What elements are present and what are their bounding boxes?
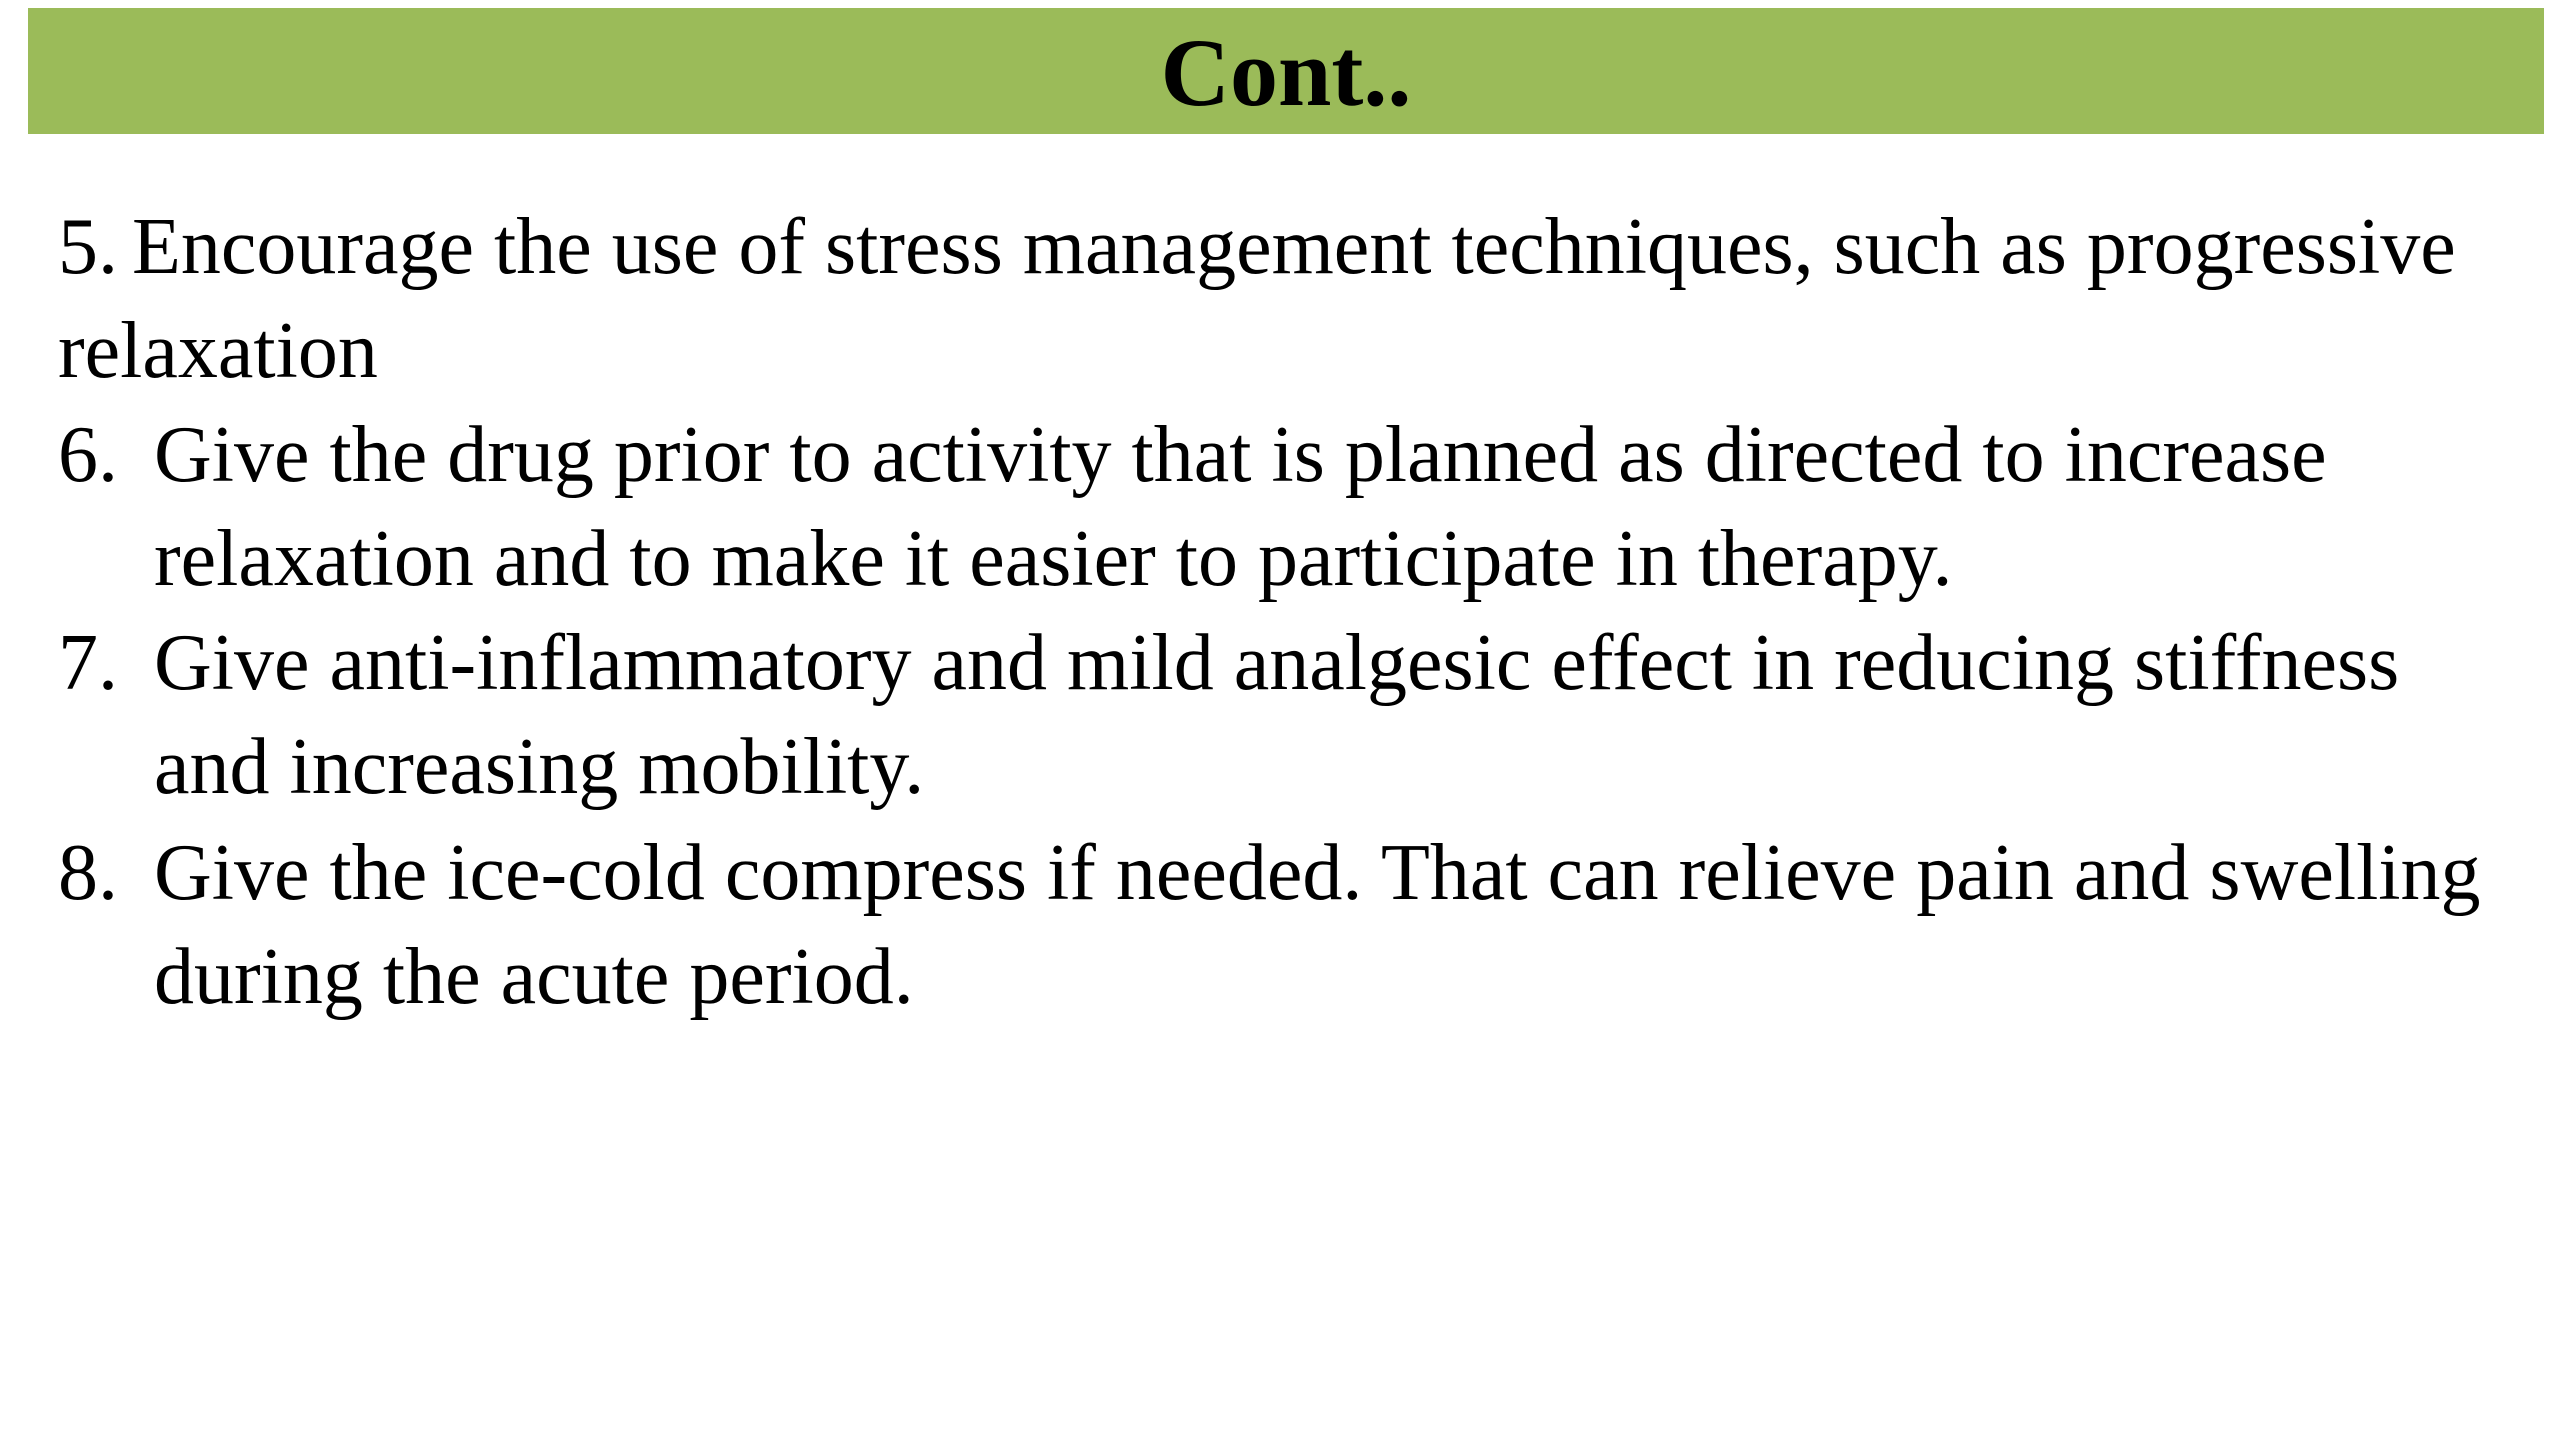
slide-title: Cont..	[1160, 19, 1412, 126]
list-item-8	[58, 821, 2498, 1029]
list-item-number: 6.	[58, 411, 118, 499]
list-item-6	[58, 403, 2498, 611]
slide-content	[58, 195, 2498, 1029]
list-item-text: Give anti-inflammatory and mild analgesic effect in reducing stiffness and increasing mobility.	[154, 619, 2400, 811]
list-item-number: 5.	[58, 203, 118, 291]
list-item-5	[58, 195, 2498, 403]
list-item-text: Encourage the use of stress management techniques, such as progressive relaxation	[58, 203, 2456, 395]
list-item-number: 8.	[58, 829, 118, 917]
title-bar	[28, 8, 2544, 134]
list-item-text: Give the ice-cold compress if needed. That can relieve pain and swelling during the acute period.	[154, 829, 2481, 1021]
list-item-7	[58, 611, 2498, 819]
list-item-number: 7.	[58, 619, 118, 707]
list-item-text: Give the drug prior to activity that is planned as directed to increase relaxation and to make it easier to participate in therapy.	[154, 411, 2327, 603]
